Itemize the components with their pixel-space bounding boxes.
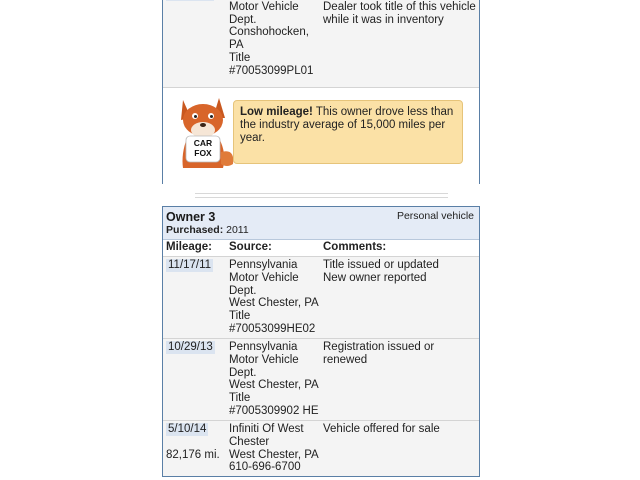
owner-title: Owner 3 xyxy=(166,210,216,224)
record-comments: Registration issued or renewed xyxy=(323,341,435,366)
record-date xyxy=(166,0,214,1)
col-source: Source: xyxy=(229,241,272,253)
fox-shirt-label-2: FOX xyxy=(194,148,212,158)
low-mileage-callout xyxy=(233,100,463,164)
record-source: Pennsylvania Motor Vehicle Dept. West Chester, PA Title #70053099HE02 xyxy=(229,259,319,335)
record-date: 10/29/13 xyxy=(168,341,213,353)
history-row xyxy=(163,421,479,479)
record-date: 5/10/14 xyxy=(168,423,207,435)
record-date: 11/17/11 xyxy=(168,259,212,271)
record-comments: Title issued or updated New owner reported xyxy=(323,259,439,284)
owner-purchased: Purchased: 2011 xyxy=(166,224,249,236)
col-comments: Comments: xyxy=(323,241,387,253)
column-headers xyxy=(163,240,479,257)
record-comments: Vehicle offered for sale xyxy=(323,423,440,435)
callout-heading: Low mileage! xyxy=(240,106,313,118)
carfox-mascot-icon xyxy=(169,92,237,168)
record-comments: Dealer took title of this vehicle while it was in inventory xyxy=(323,0,476,26)
owner-vehicle-type: Personal vehicle xyxy=(396,210,474,222)
owner-header xyxy=(163,207,479,240)
record-source: Motor Vehicle Dept. Conshohocken, PA Title #70053099PL01 xyxy=(229,0,314,77)
record-mileage: 82,176 mi. xyxy=(166,449,220,461)
history-row xyxy=(163,339,479,421)
record-source: Infiniti Of West Chester West Chester, PA 610-696-6700 xyxy=(229,423,319,474)
fox-shirt-label-1: CAR xyxy=(193,138,213,148)
owner-3-panel xyxy=(162,206,480,477)
owner-2-panel xyxy=(162,0,480,184)
history-row xyxy=(163,0,479,88)
history-row xyxy=(163,257,479,339)
low-mileage-row xyxy=(163,88,479,184)
section-divider xyxy=(195,193,448,198)
record-source: Pennsylvania Motor Vehicle Dept. West Chester, PA Title #7005309902 HE xyxy=(229,341,319,417)
callout-text: This owner drove less than the industry average of 15,000 miles per year. xyxy=(240,106,454,144)
col-mileage: Mileage: xyxy=(166,241,213,253)
